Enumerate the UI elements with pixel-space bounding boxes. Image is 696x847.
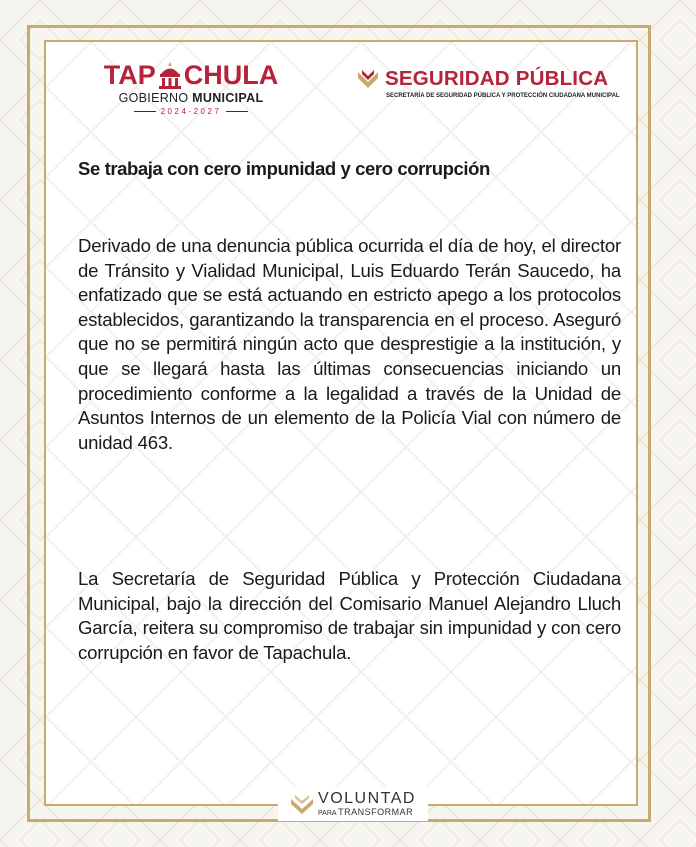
heart-chevron-icon bbox=[356, 68, 380, 90]
paragraph-1: Derivado de una denuncia pública ocurrida el día de hoy, el director de Tránsito y Vialidad Municipal, Luis Eduardo Terán Saucedo, ha enfatizado que se está actuando en estricto apego a los protocolos establecidos, garantizando la transparencia en el proceso. Aseguró que no se permitirá ningún acto que desprestigie a la institución, y que se llegará hasta las últimas consecuencias iniciando un procedimiento conforme a la legalidad a través de la Unidad de Asuntos Internos de un elemento de la Policía Vial con número de unidad 463. bbox=[78, 235, 621, 453]
subtitle-light: GOBIERNO bbox=[118, 91, 189, 105]
logo-subtitle bbox=[96, 91, 286, 105]
kiosk-icon bbox=[157, 61, 183, 89]
seguridad-subtitle: SECRETARÍA DE SEGURIDAD PÚBLICA Y PROTECCIÓN CIUDADANA MUNICIPAL bbox=[386, 93, 620, 99]
page-heading: Se trabaja con cero impunidad y cero corrupción bbox=[78, 158, 490, 179]
logo-years: 2024-2027 bbox=[160, 107, 222, 116]
voluntad-logo bbox=[278, 787, 428, 821]
paragraph-2: La Secretaría de Seguridad Pública y Protección Ciudadana Municipal, bajo la dirección del Comisario Manuel Alejandro Lluch García, reitera su compromiso de trabajar sin impunidad y con cero corrupción en favor de Tapachula. bbox=[78, 568, 621, 663]
chevron-emblem-icon bbox=[290, 793, 314, 815]
footer-para: PARA bbox=[318, 809, 337, 817]
logo-name-right: CHULA bbox=[183, 60, 279, 90]
subtitle-bold: MUNICIPAL bbox=[192, 91, 264, 105]
years-line-left bbox=[134, 111, 156, 113]
footer-voluntad: VOLUNTAD bbox=[318, 789, 416, 807]
seguridad-title: SEGURIDAD PÚBLICA bbox=[385, 67, 609, 90]
footer-transformar: TRANSFORMAR bbox=[338, 806, 414, 817]
logo-years-row bbox=[96, 107, 286, 116]
tapachula-logo bbox=[96, 60, 286, 122]
years-line-right bbox=[226, 111, 248, 113]
seguridad-publica-logo bbox=[356, 66, 618, 106]
tapachula-wordmark bbox=[96, 60, 286, 90]
logo-name-left: TAP bbox=[103, 60, 156, 90]
footer-subline bbox=[318, 807, 416, 819]
